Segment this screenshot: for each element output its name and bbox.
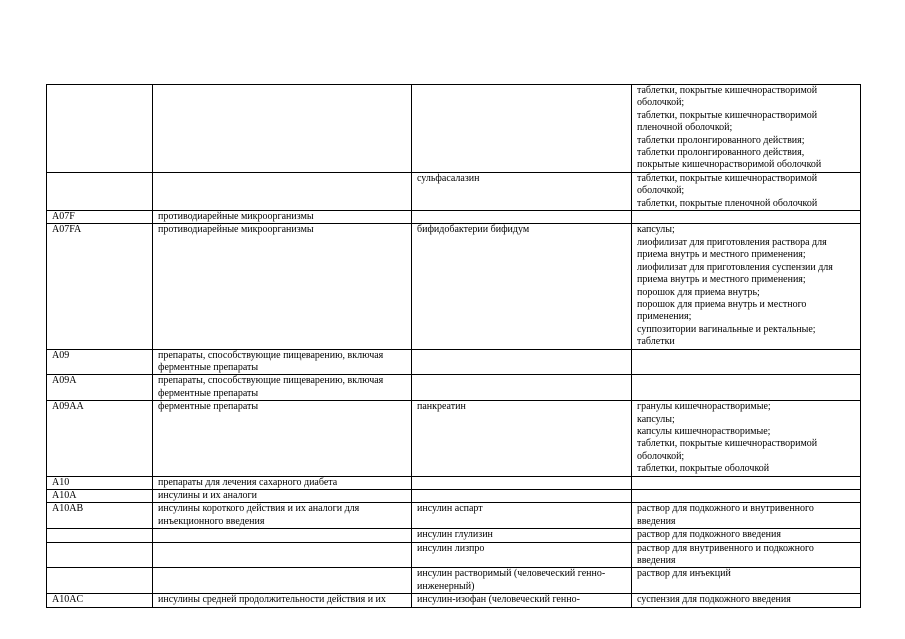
dosage-form-line: введения [637,515,676,527]
dosage-form-line: оболочкой; [637,450,685,462]
dosage-form-cell [632,211,861,224]
atc-code-cell: A10AB [47,503,153,529]
dosage-form-line: введения [637,555,676,567]
pharmacological-group-cell: инсулины и их аналоги [153,490,412,503]
dosage-form-line: таблетки, покрытые кишечнорастворимой [637,172,818,184]
medication-table [46,84,861,608]
dosage-form-cell [632,375,861,401]
dosage-form-cell [632,542,861,568]
drug-name-cell: бифидобактерии бифидум [412,224,632,349]
drug-name-cell: инсулин-изофан (человеческий генно- [412,594,632,607]
drug-name-cell [412,490,632,503]
dosage-form-line: суппозитории вагинальные и ректальные; [637,323,816,335]
atc-code-cell [47,542,153,568]
dosage-form-line: раствор для подкожного введения [637,529,781,541]
dosage-form-line: оболочкой; [637,97,685,109]
dosage-form-line: пленочной оболочкой; [637,122,733,134]
dosage-form-line: капсулы; [637,224,675,236]
table-row [47,85,861,173]
dosage-form-line: раствор для подкожного и внутривенного [637,503,814,515]
dosage-form-cell [632,490,861,503]
atc-code-cell: A10 [47,476,153,489]
atc-code-cell: A07FA [47,224,153,349]
table-row [47,172,861,210]
table-row [47,476,861,489]
dosage-form-line: лиофилизат для приготовления раствора для [637,236,827,248]
drug-name-cell: инсулин лизпро [412,542,632,568]
drug-name-cell [412,85,632,173]
drug-name-cell: сульфасалазин [412,172,632,210]
dosage-form-cell [632,503,861,529]
dosage-form-line: порошок для приема внутрь и местного [637,298,807,310]
table-row [47,542,861,568]
atc-code-cell [47,568,153,594]
dosage-form-cell [632,349,861,375]
pharmacological-group-cell: препараты, способствующие пищеварению, включая ферментные препараты [153,375,412,401]
dosage-form-cell [632,224,861,349]
atc-code-cell: A07F [47,211,153,224]
table-body [47,85,861,608]
table-row [47,211,861,224]
dosage-form-line: приема внутрь и местного применения; [637,274,806,286]
pharmacological-group-cell: препараты для лечения сахарного диабета [153,476,412,489]
dosage-form-line: оболочкой; [637,185,685,197]
dosage-form-cell [632,568,861,594]
dosage-form-line: таблетки пролонгированного действия, [637,147,805,159]
dosage-form-line: приема внутрь и местного применения; [637,249,806,261]
atc-code-cell [47,85,153,173]
table-row [47,594,861,607]
atc-code-cell [47,172,153,210]
table-row [47,224,861,349]
dosage-form-line: капсулы; [637,413,675,425]
dosage-form-cell [632,172,861,210]
table-row [47,401,861,476]
pharmacological-group-cell: препараты, способствующие пищеварению, включая ферментные препараты [153,349,412,375]
dosage-form-cell [632,529,861,542]
dosage-form-line: таблетки пролонгированного действия; [637,134,805,146]
drug-name-cell [412,211,632,224]
dosage-form-line: покрытые кишечнорастворимой оболочкой [637,159,822,171]
atc-code-cell: A10A [47,490,153,503]
table-row [47,349,861,375]
table-row [47,503,861,529]
drug-name-cell: инсулин глулизин [412,529,632,542]
atc-code-cell [47,529,153,542]
atc-code-cell: A09A [47,375,153,401]
atc-code-cell: A09AA [47,401,153,476]
pharmacological-group-cell: инсулины средней продолжительности действия и их [153,594,412,607]
drug-name-cell [412,375,632,401]
dosage-form-line: таблетки, покрытые пленочной оболочкой [637,197,818,209]
dosage-form-line: лиофилизат для приготовления суспензии для [637,261,833,273]
pharmacological-group-cell [153,542,412,568]
dosage-form-line: таблетки, покрытые оболочкой [637,463,770,475]
dosage-form-line: суспензия для подкожного введения [637,594,791,606]
pharmacological-group-cell: противодиарейные микроорганизмы [153,224,412,349]
drug-name-cell [412,476,632,489]
pharmacological-group-cell: противодиарейные микроорганизмы [153,211,412,224]
dosage-form-line: раствор для инъекций [637,568,731,580]
dosage-form-cell [632,85,861,173]
dosage-form-line: таблетки, покрытые кишечнорастворимой [637,438,818,450]
dosage-form-line: таблетки, покрытые кишечнорастворимой [637,109,818,121]
pharmacological-group-cell [153,568,412,594]
drug-name-cell: инсулин аспарт [412,503,632,529]
dosage-form-cell [632,594,861,607]
table-row [47,490,861,503]
pharmacological-group-cell [153,172,412,210]
pharmacological-group-cell [153,529,412,542]
dosage-form-line: гранулы кишечнорастворимые; [637,401,771,413]
dosage-form-line: таблетки, покрытые кишечнорастворимой [637,85,818,96]
table-row [47,375,861,401]
pharmacological-group-cell: инсулины короткого действия и их аналоги для инъекционного введения [153,503,412,529]
drug-name-cell: панкреатин [412,401,632,476]
pharmacological-group-cell: ферментные препараты [153,401,412,476]
table-row [47,529,861,542]
dosage-form-line: применения; [637,311,692,323]
dosage-form-line: капсулы кишечнорастворимые; [637,425,771,437]
table-row [47,568,861,594]
drug-name-cell: инсулин растворимый (человеческий генно-инженерный) [412,568,632,594]
dosage-form-cell [632,476,861,489]
dosage-form-line: таблетки [637,336,675,348]
pharmacological-group-cell [153,85,412,173]
dosage-form-line: раствор для внутривенного и подкожного [637,542,814,554]
drug-name-cell [412,349,632,375]
dosage-form-cell [632,401,861,476]
atc-code-cell: A10AC [47,594,153,607]
dosage-form-line: порошок для приема внутрь; [637,286,760,298]
atc-code-cell: A09 [47,349,153,375]
